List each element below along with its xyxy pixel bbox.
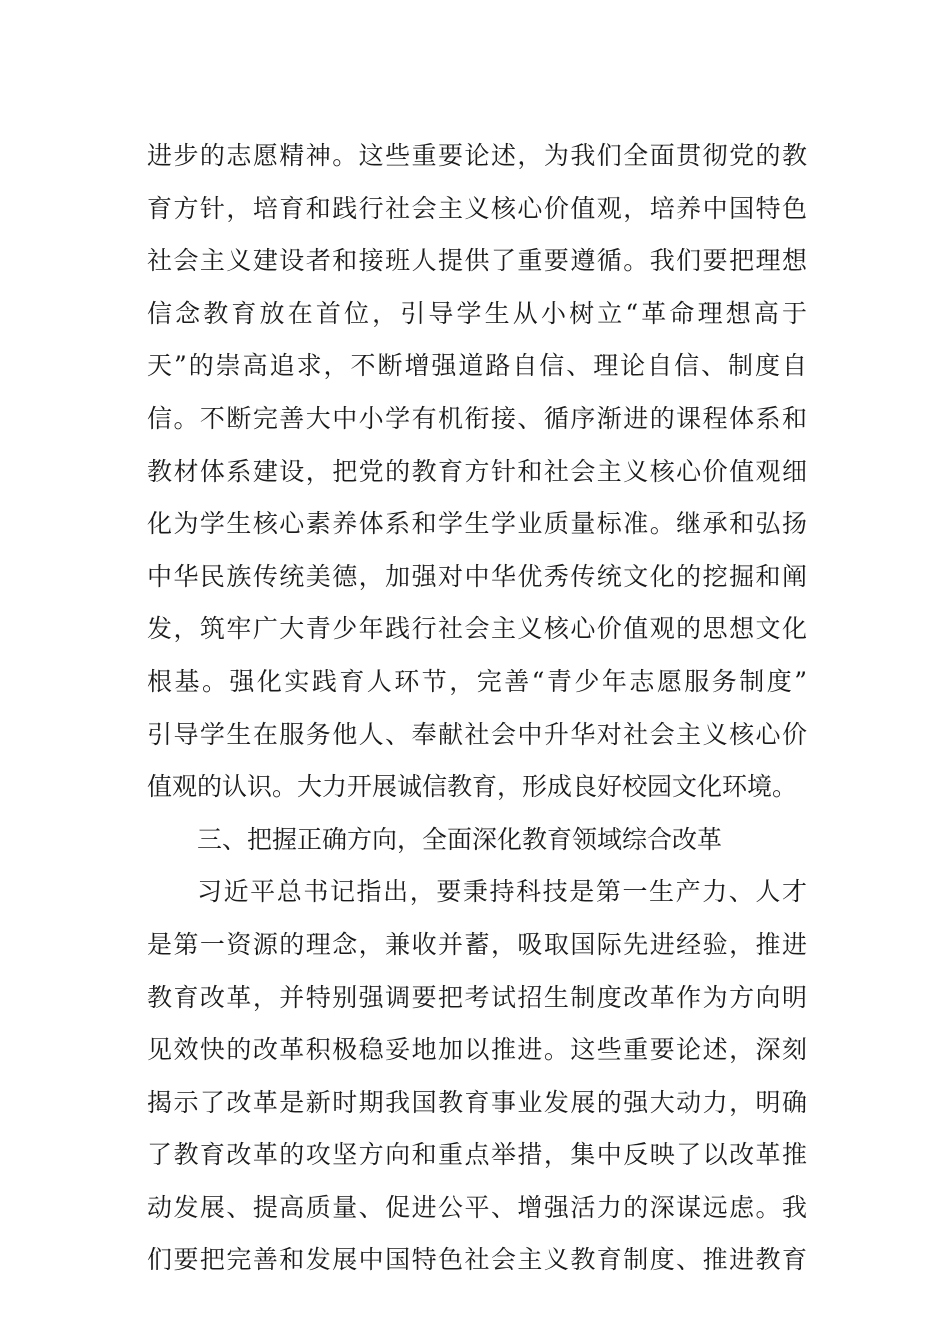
text-line: 习近平总书记指出，要秉持科技是第一生产力、人才 [197,877,807,907]
text-line: 进步的志愿精神。这些重要论述，为我们全面贯彻党的教 [147,141,807,170]
text-line: 社会主义建设者和接班人提供了重要遵循。我们要把理想 [147,246,807,276]
text-line: 信。不断完善大中小学有机衔接、循序渐进的课程体系和 [147,403,807,433]
text-line: 教材体系建设，把党的教育方针和社会主义核心价值观细 [147,456,807,486]
text-line: 信念教育放在首位，引导学生从小树立“革命理想高于 [147,298,807,328]
text-line: 了教育改革的攻坚方向和重点举措，集中反映了以改革推 [147,1140,807,1170]
text-line: 中华民族传统美德，加强对中华优秀传统文化的挖掘和阐 [147,561,807,591]
text-line: 揭示了改革是新时期我国教育事业发展的强大动力，明确 [147,1087,807,1117]
section-heading: 三、把握正确方向，全面深化教育领域综合改革 [197,824,723,854]
text-line: 根基。强化实践育人环节，完善“青少年志愿服务制度” [147,666,807,696]
text-line: 们要把完善和发展中国特色社会主义教育制度、推进教育 [147,1245,807,1275]
text-line: 见效快的改革积极稳妥地加以推进。这些重要论述，深刻 [147,1035,807,1065]
text-line: 值观的认识。大力开展诚信教育，形成良好校园文化环境。 [147,772,798,802]
text-line: 是第一资源的理念，兼收并蓄，吸取国际先进经验，推进 [147,929,807,959]
text-line: 育方针，培育和践行社会主义核心价值观，培养中国特色 [147,193,807,223]
text-line: 天”的崇高追求，不断增强道路自信、理论自信、制度自 [147,351,807,381]
text-line: 引导学生在服务他人、奉献社会中升华对社会主义核心价 [147,719,807,749]
text-line: 教育改革，并特别强调要把考试招生制度改革作为方向明 [147,982,807,1012]
body-text [147,130,807,1287]
text-line: 发，筑牢广大青少年践行社会主义核心价值观的思想文化 [147,614,807,644]
text-line: 化为学生核心素养体系和学生学业质量标准。继承和弘扬 [147,509,807,539]
text-line: 动发展、提高质量、促进公平、增强活力的深谋远虑。我 [147,1192,807,1222]
